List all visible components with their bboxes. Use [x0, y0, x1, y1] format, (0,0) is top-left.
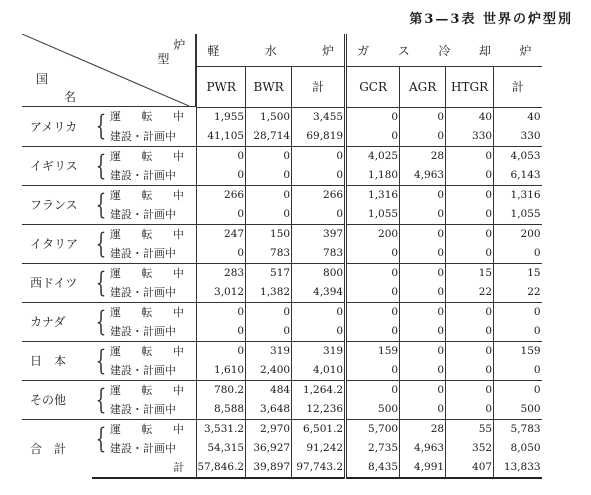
status-label: 建設・計画中 [110, 400, 197, 420]
table-cell: 0 [346, 380, 400, 400]
brace-icon: { [92, 302, 110, 341]
brace-icon: { [92, 341, 110, 380]
table-row [22, 341, 542, 361]
table-cell: 0 [246, 166, 292, 186]
table-cell: 783 [246, 244, 292, 264]
table-cell: 1,055 [346, 205, 400, 225]
table-cell: 4,053 [494, 146, 542, 166]
table-cell: 0 [346, 361, 400, 381]
table-cell: 1,500 [246, 107, 292, 127]
country-name: カナダ [22, 302, 92, 341]
table-cell: 0 [197, 302, 246, 322]
table-row [22, 107, 542, 127]
table-row [22, 380, 542, 400]
table-cell: 28,714 [246, 127, 292, 147]
table-cell: 159 [494, 341, 542, 361]
table-cell: 0 [446, 302, 494, 322]
group-header-light-water [197, 34, 346, 67]
table-cell: 0 [246, 302, 292, 322]
group-label-gas-cooled: ガ ス 冷 却 炉 [357, 43, 532, 58]
table-cell: 22 [446, 283, 494, 303]
table-cell: 0 [197, 341, 246, 361]
column-header-1: BWR [246, 67, 292, 107]
table-row [22, 185, 542, 205]
table-cell: 0 [197, 146, 246, 166]
table-cell: 6,501.2 [292, 419, 346, 439]
table-cell: 0 [346, 322, 400, 342]
table-cell: 0 [292, 205, 346, 225]
table-cell: 159 [346, 341, 400, 361]
table-cell: 1,264.2 [292, 380, 346, 400]
table-cell: 0 [533, 363, 541, 376]
table-cell: 0 [346, 107, 400, 127]
column-header-4: AGR [400, 67, 446, 107]
table-cell: 2,400 [246, 361, 292, 381]
status-label: 建設・計画中 [110, 244, 197, 264]
country-name: 合 計 [22, 419, 92, 478]
brace-icon: { [92, 419, 110, 458]
table-cell: 0 [494, 380, 542, 400]
brace-icon: { [92, 146, 110, 185]
table-cell: 3,455 [292, 107, 346, 127]
table-row [22, 458, 542, 478]
table-cell: 1,382 [246, 283, 292, 303]
table-cell: 407 [446, 458, 494, 478]
table-corner-header [22, 34, 196, 107]
table-cell: 4,963 [400, 439, 446, 458]
table-cell: 0 [292, 146, 346, 166]
table-cell: 0 [197, 322, 246, 342]
brace-icon: { [92, 263, 110, 302]
table-caption: 第3—3表 世界の炉型別 [409, 12, 573, 27]
table-cell: 0 [446, 322, 494, 342]
table-cell: 1,610 [197, 361, 246, 381]
table-row [22, 146, 542, 166]
table-cell: 4,963 [400, 166, 446, 186]
status-label: 運 転 中 [110, 224, 197, 244]
table-cell: 0 [292, 322, 346, 342]
table-cell: 0 [292, 302, 346, 322]
status-label: 運 転 中 [110, 185, 197, 205]
table-cell: 1,955 [197, 107, 246, 127]
table-cell: 15 [494, 263, 542, 283]
status-label: 運 転 中 [110, 107, 197, 127]
status-label: 運 転 中 [110, 341, 197, 361]
table-cell: 0 [494, 302, 542, 322]
table-cell: 8,435 [346, 458, 400, 478]
status-label: 運 転 中 [110, 419, 197, 439]
table-cell: 0 [400, 322, 446, 342]
table-cell: 266 [197, 185, 246, 205]
group-header-gas-cooled [346, 34, 542, 67]
column-header-6: 計 [494, 67, 542, 107]
table-row [22, 263, 542, 283]
status-label: 建設・計画中 [110, 283, 197, 303]
table-cell: 8,050 [510, 441, 541, 454]
column-header-2: 計 [292, 67, 346, 107]
table-cell: 0 [400, 185, 446, 205]
table-cell: 57,846.2 [197, 458, 246, 478]
country-name: フランス [22, 185, 92, 224]
table-cell: 0 [533, 246, 541, 259]
table-cell: 0 [400, 341, 446, 361]
table-cell: 0 [400, 127, 446, 147]
table-cell: 40 [446, 107, 494, 127]
country-name: アメリカ [30, 119, 78, 134]
status-label: 運 転 中 [110, 302, 197, 322]
table-cell: 0 [246, 205, 292, 225]
status-label: 建設・計画中 [110, 205, 197, 225]
table-cell: 330 [520, 129, 541, 142]
table-cell: 1,316 [494, 185, 542, 205]
table-cell: 0 [346, 302, 400, 322]
table-cell: 0 [446, 380, 494, 400]
table-cell: 54,315 [197, 439, 246, 458]
table-row [22, 419, 542, 439]
status-label: 運 転 中 [110, 263, 197, 283]
table-cell: 783 [292, 244, 346, 264]
table-cell: 4,010 [292, 361, 346, 381]
table-cell: 500 [520, 402, 541, 415]
status-label: 建設・計画中 [110, 439, 197, 458]
table-cell: 200 [494, 224, 542, 244]
table-cell: 0 [446, 341, 494, 361]
table-cell: 0 [446, 400, 494, 420]
table-cell: 352 [446, 439, 494, 458]
table-cell: 397 [292, 224, 346, 244]
table-cell: 4,394 [292, 283, 346, 303]
table-cell: 500 [346, 400, 400, 420]
table-cell: 1,055 [510, 207, 541, 220]
table-cell: 0 [246, 146, 292, 166]
table-cell: 1,316 [346, 185, 400, 205]
group-label-light-water: 軽 水 炉 [207, 43, 335, 58]
table-cell: 0 [446, 224, 494, 244]
table-cell: 5,783 [494, 419, 542, 439]
status-label: 建設・計画中 [110, 127, 197, 147]
table-cell: 0 [446, 205, 494, 225]
table-cell: 319 [246, 341, 292, 361]
brace-icon: { [92, 224, 110, 263]
table-cell: 36,927 [246, 439, 292, 458]
table-cell: 0 [400, 283, 446, 303]
status-label: 建設・計画中 [110, 166, 197, 186]
table-cell: 517 [246, 263, 292, 283]
table-cell: 0 [400, 263, 446, 283]
table-cell: 4,991 [400, 458, 446, 478]
table-cell: 247 [197, 224, 246, 244]
table-cell: 0 [400, 224, 446, 244]
table-cell: 283 [197, 263, 246, 283]
table-cell: 5,700 [346, 419, 400, 439]
status-label: 運 転 中 [110, 380, 197, 400]
table-cell: 150 [246, 224, 292, 244]
table-cell: 0 [400, 205, 446, 225]
table-cell: 12,236 [292, 400, 346, 420]
table-cell: 55 [446, 419, 494, 439]
corner-label-reactor: 炉 [173, 38, 186, 52]
table-cell: 319 [292, 341, 346, 361]
table-cell: 28 [400, 146, 446, 166]
table-cell: 330 [446, 127, 494, 147]
table-cell: 13,833 [494, 458, 542, 478]
table-cell: 800 [292, 263, 346, 283]
table-cell: 8,588 [197, 400, 246, 420]
corner-label-type: 型 [157, 52, 170, 66]
table-cell: 266 [292, 185, 346, 205]
status-label: 建設・計画中 [110, 322, 197, 342]
table-cell: 0 [446, 146, 494, 166]
table-cell: 0 [346, 127, 400, 147]
table-cell: 484 [246, 380, 292, 400]
reactor-type-table [22, 34, 542, 479]
table-cell: 0 [346, 244, 400, 264]
country-name: その他 [22, 380, 92, 419]
table-cell: 69,819 [292, 127, 346, 147]
table-cell: 0 [446, 361, 494, 381]
country-name: イタリア [22, 224, 92, 263]
table-cell: 0 [400, 302, 446, 322]
status-label: 建設・計画中 [110, 361, 197, 381]
table-cell: 0 [400, 361, 446, 381]
table-cell: 0 [246, 322, 292, 342]
table-cell: 0 [400, 400, 446, 420]
table-row [22, 302, 542, 322]
table-cell: 0 [400, 107, 446, 127]
table-cell: 0 [400, 244, 446, 264]
corner-label-country: 国 [36, 72, 49, 86]
table-cell: 97,743.2 [292, 458, 346, 478]
table-cell: 3,531.2 [197, 419, 246, 439]
table-cell: 0 [446, 166, 494, 186]
table-cell: 22 [527, 285, 541, 298]
status-label: 計 [110, 458, 197, 478]
table-cell: 0 [197, 166, 246, 186]
table-cell: 2,735 [346, 439, 400, 458]
table-cell: 0 [292, 166, 346, 186]
table-row [22, 224, 542, 244]
table-cell: 39,897 [246, 458, 292, 478]
table-cell: 0 [446, 244, 494, 264]
table-cell: 28 [400, 419, 446, 439]
table-cell: 1,180 [346, 166, 400, 186]
table-cell: 91,242 [292, 439, 346, 458]
table-cell: 3,012 [197, 283, 246, 303]
country-name: 西ドイツ [22, 263, 92, 302]
table-cell: 41,105 [197, 127, 246, 147]
table-cell: 0 [533, 324, 541, 337]
table-cell: 40 [527, 110, 541, 123]
table-cell: 4,025 [346, 146, 400, 166]
brace-icon: { [92, 380, 110, 419]
brace-icon: { [95, 109, 107, 143]
column-header-3: GCR [346, 67, 400, 107]
table-cell: 0 [400, 380, 446, 400]
table-cell: 3,648 [246, 400, 292, 420]
corner-label-name: 名 [64, 90, 77, 104]
table-cell: 0 [446, 185, 494, 205]
status-label: 運 転 中 [110, 146, 197, 166]
table-cell: 15 [446, 263, 494, 283]
table-cell: 0 [246, 185, 292, 205]
table-cell: 0 [346, 283, 400, 303]
country-name: 日 本 [22, 341, 92, 380]
table-cell: 0 [197, 205, 246, 225]
table-cell: 200 [346, 224, 400, 244]
table-cell: 6,143 [510, 168, 541, 181]
brace-icon: { [92, 185, 110, 224]
table-cell: 2,970 [246, 419, 292, 439]
table-cell: 0 [346, 263, 400, 283]
column-header-0: PWR [197, 67, 246, 107]
column-header-5: HTGR [446, 67, 494, 107]
country-name: イギリス [22, 146, 92, 185]
table-cell: 0 [197, 244, 246, 264]
table-cell: 780.2 [197, 380, 246, 400]
